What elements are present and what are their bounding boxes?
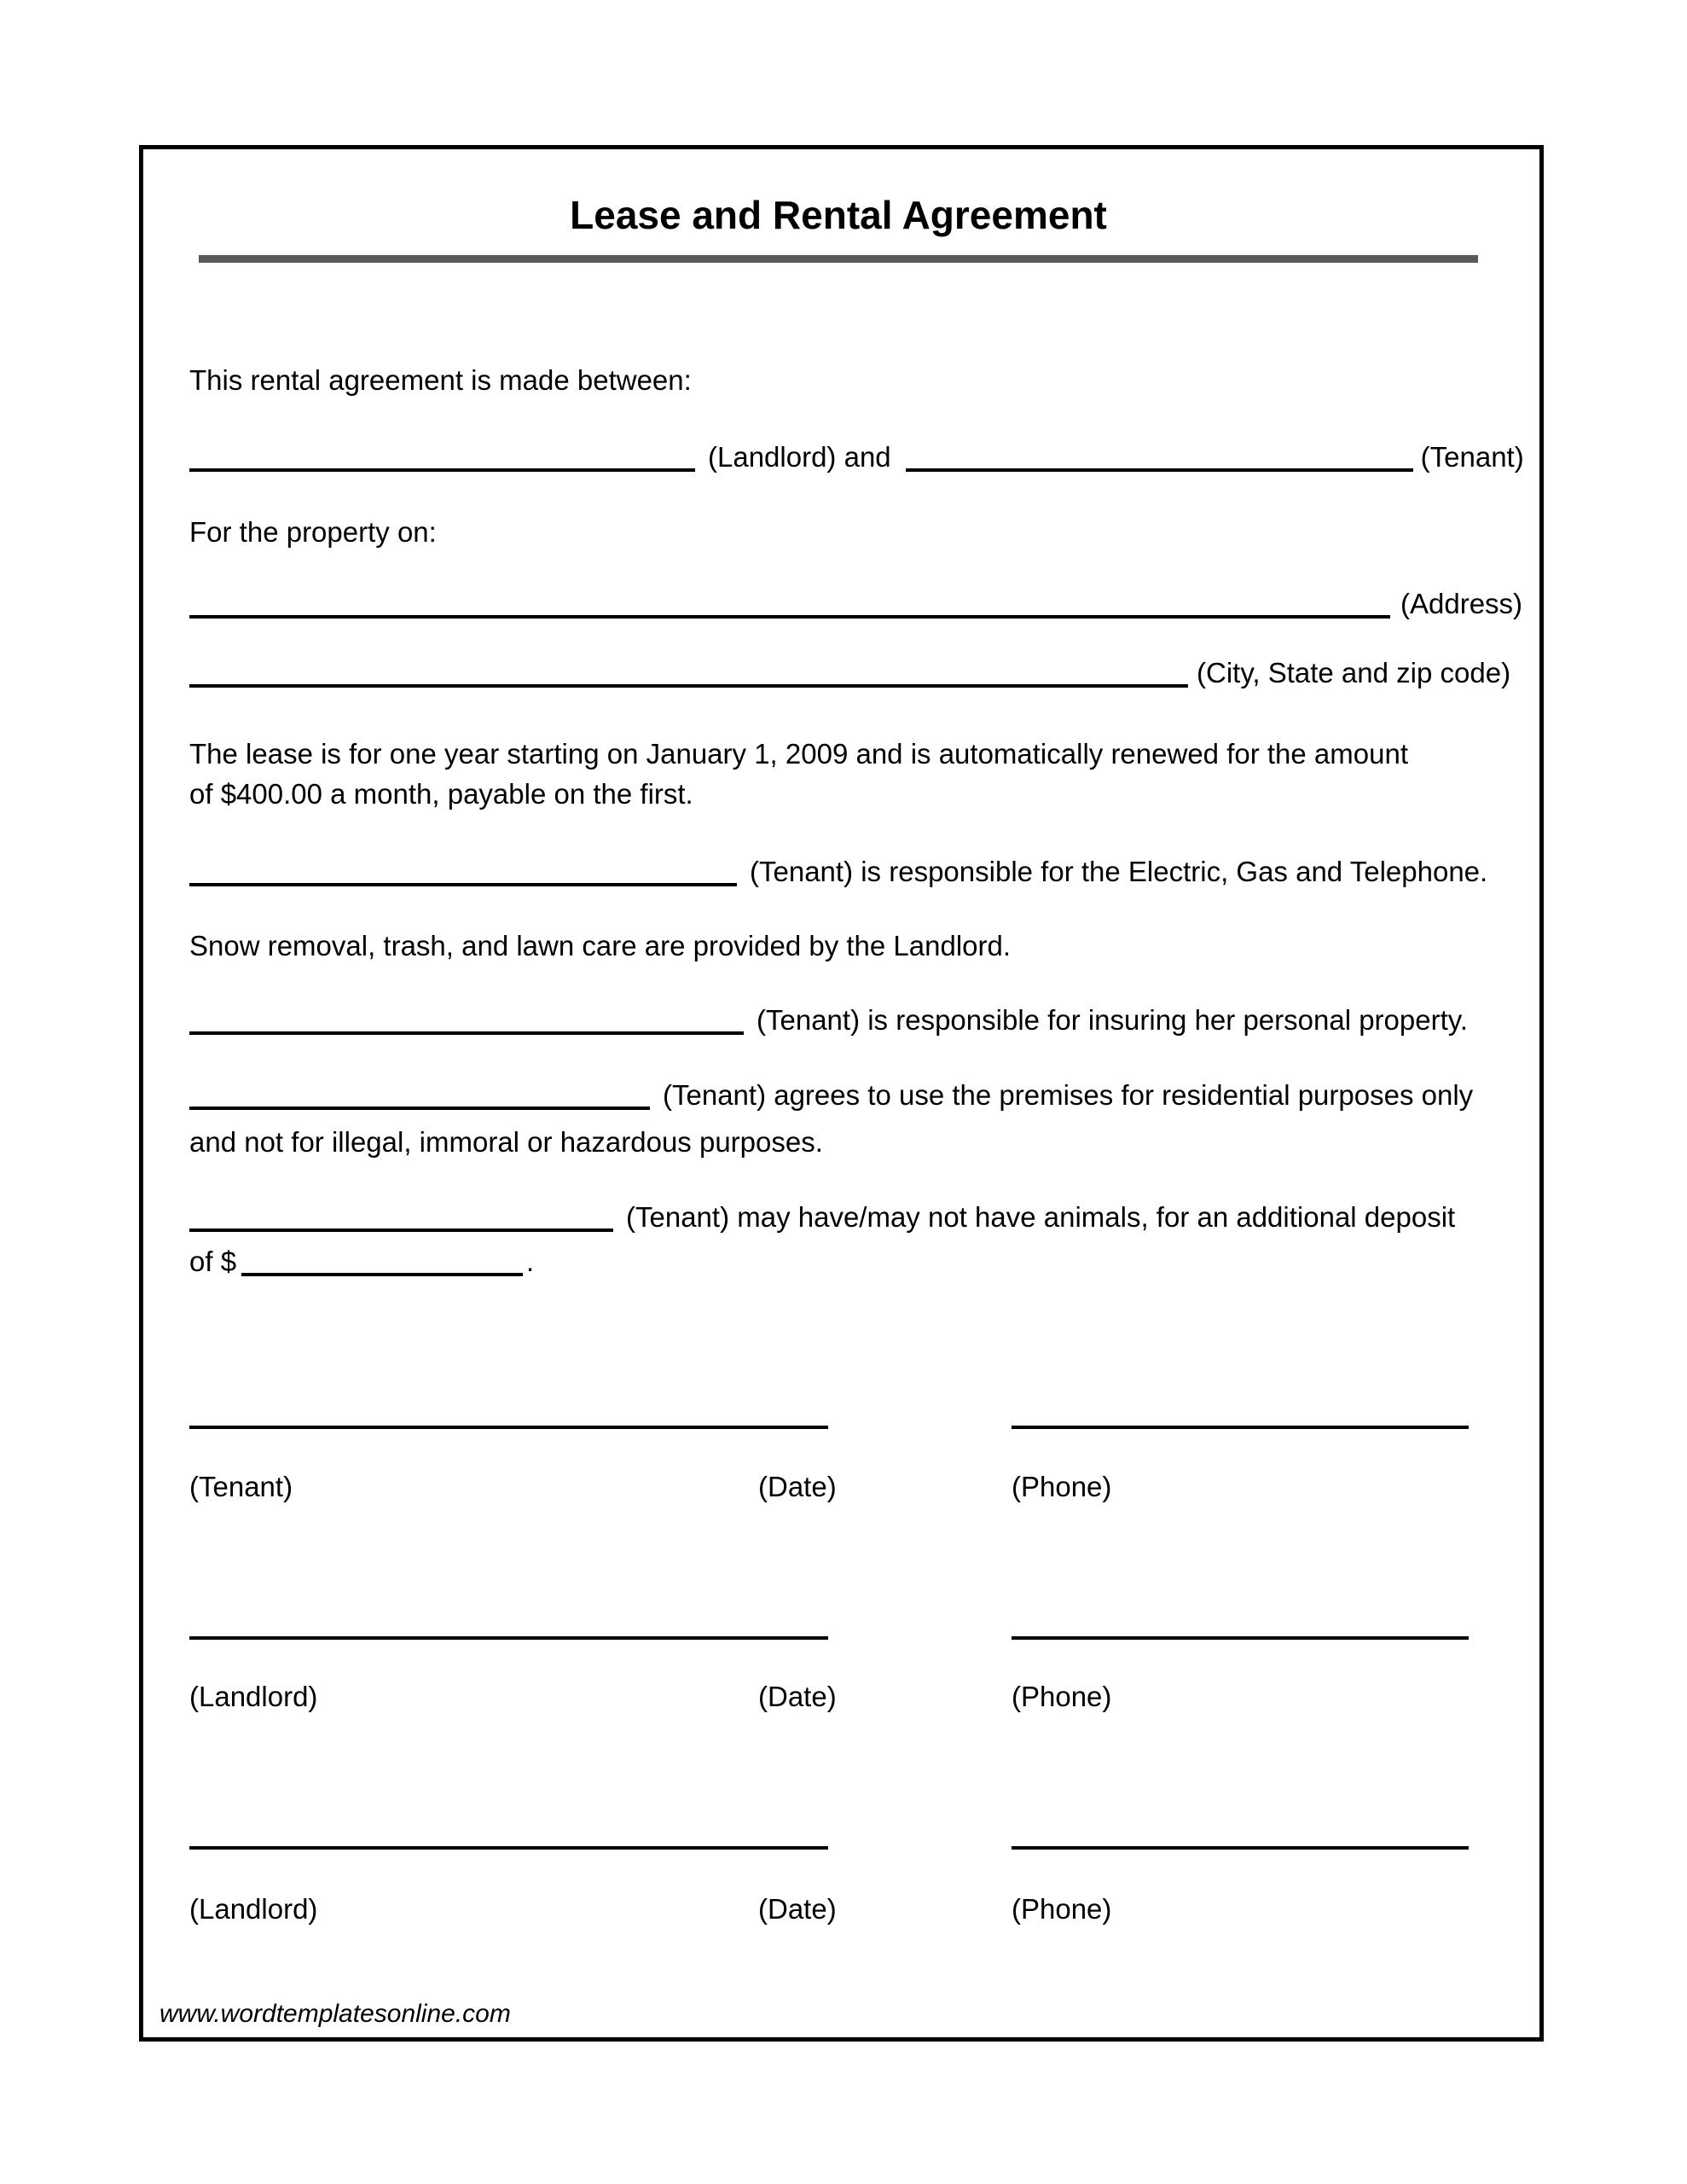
residential-clause-line1: (Tenant) agrees to use the premises for residential purposes only — [663, 1079, 1474, 1111]
deposit-row — [189, 1247, 534, 1276]
tenant-name-blank — [906, 468, 1413, 472]
landlord1-date-label: (Date) — [758, 1681, 837, 1712]
parties-row — [189, 443, 1524, 472]
landlord1-phone-label: (Phone) — [1012, 1681, 1112, 1712]
animals-clause-line1: (Tenant) may have/may not have animals, for an additional deposit — [626, 1201, 1456, 1233]
landlord-name-blank — [189, 468, 695, 472]
tenant-signature-label: (Tenant) — [189, 1471, 293, 1502]
city-state-zip-label: (City, State and zip code) — [1197, 657, 1511, 688]
landlord2-phone-line — [1012, 1846, 1469, 1850]
animals-row-line1 — [189, 1203, 1455, 1232]
landlord2-signature-label: (Landlord) — [189, 1893, 318, 1925]
document-title: Lease and Rental Agreement — [570, 193, 1107, 237]
utilities-row — [189, 857, 1487, 886]
city-blank — [189, 684, 1188, 688]
landlord1-signature-date-line — [189, 1636, 828, 1640]
property-heading: For the property on: — [189, 516, 437, 548]
city-row — [189, 659, 1510, 688]
address-label: (Address) — [1400, 588, 1523, 619]
tenant-date-label: (Date) — [758, 1471, 837, 1502]
tenant-phone-line — [1012, 1426, 1469, 1429]
landlord2-phone-label: (Phone) — [1012, 1893, 1112, 1925]
tenant-label: (Tenant) — [1420, 441, 1524, 473]
landlord2-signature-date-line — [189, 1846, 828, 1850]
deposit-period: . — [526, 1246, 535, 1277]
lease-term-line1: The lease is for one year starting on January 1, 2009 and is automatically renewed for the amount — [189, 738, 1408, 770]
deposit-prefix: of $ — [189, 1246, 237, 1277]
landlord2-date-label: (Date) — [758, 1893, 837, 1925]
residential-tenant-blank — [189, 1107, 650, 1110]
residential-row-line2: and not for illegal, immoral or hazardous purposes. — [189, 1126, 823, 1158]
animals-tenant-blank — [189, 1228, 613, 1232]
address-blank — [189, 615, 1390, 619]
insurance-clause: (Tenant) is responsible for insuring her personal property. — [757, 1004, 1468, 1036]
insurance-row — [189, 1006, 1468, 1035]
residential-row-line1 — [189, 1081, 1473, 1110]
footer-url: www.wordtemplatesonline.com — [159, 2000, 511, 2028]
utilities-clause: (Tenant) is responsible for the Electric, Gas and Telephone. — [750, 856, 1488, 887]
utilities-tenant-blank — [189, 883, 737, 886]
landlord1-signature-label: (Landlord) — [189, 1681, 318, 1712]
address-row — [189, 590, 1522, 619]
intro-paragraph: This rental agreement is made between: — [189, 364, 692, 396]
tenant-phone-label: (Phone) — [1012, 1471, 1112, 1502]
title-rule — [199, 255, 1478, 263]
services-clause: Snow removal, trash, and lawn care are provided by the Landlord. — [189, 930, 1012, 961]
deposit-amount-blank — [241, 1273, 523, 1276]
lease-term-line2: of $400.00 a month, payable on the first. — [189, 778, 693, 810]
tenant-signature-date-line — [189, 1426, 828, 1429]
landlord1-phone-line — [1012, 1636, 1469, 1640]
landlord-label: (Landlord) and — [708, 441, 891, 473]
insurance-tenant-blank — [189, 1031, 744, 1035]
